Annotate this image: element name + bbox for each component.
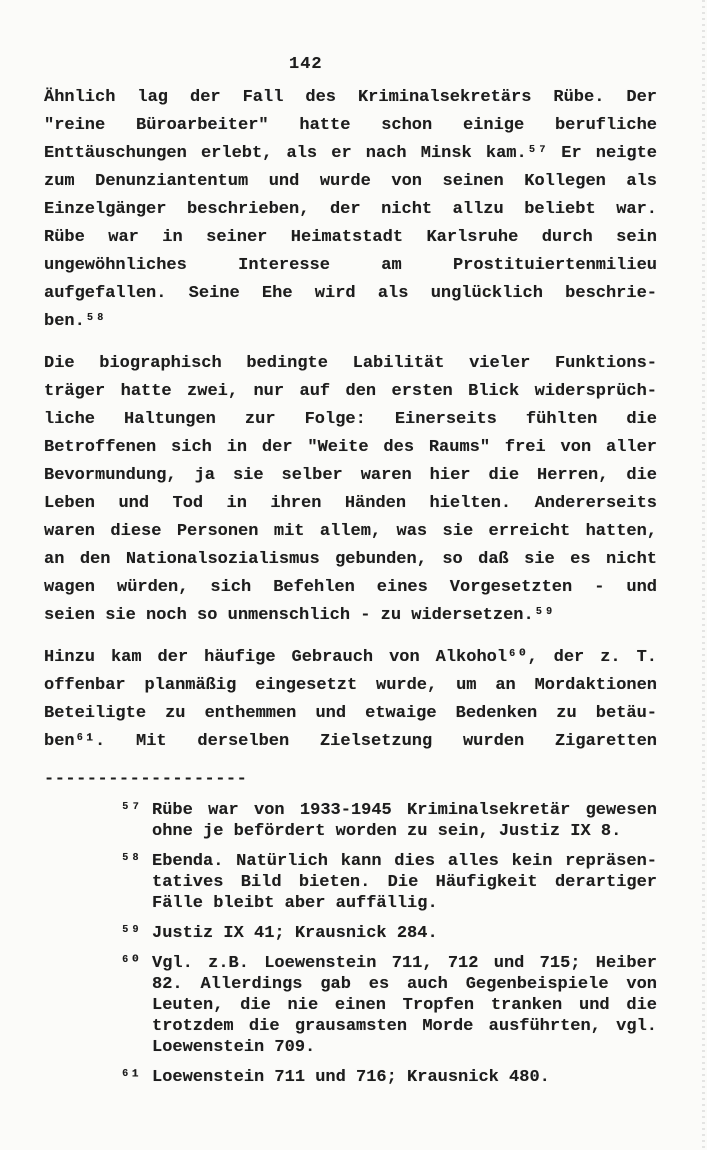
text-line: ben.⁵⁸ (44, 312, 106, 331)
text-line: offenbar planmäßig eingesetzt wurde, um an Mordaktionen (44, 676, 657, 695)
footnote-text (152, 800, 657, 842)
footnote (44, 953, 657, 1058)
scan-edge-artifact (702, 0, 705, 1150)
text-line: Loewenstein 711 und 716; Krausnick 480. (152, 1068, 550, 1087)
text-line: Vgl. z.B. Loewenstein 711, 712 und 715; Heiber (152, 954, 657, 973)
paragraph (44, 644, 657, 756)
text-line: Bevormundung, ja sie selber waren hier die Herren, die (44, 466, 657, 485)
footnote-marker: ⁵⁷ (120, 801, 141, 820)
text-line: Enttäuschungen erlebt, als er nach Minsk kam.⁵⁷ Er neigte (44, 144, 657, 163)
footnote (44, 800, 657, 842)
footnote (44, 851, 657, 914)
text-line: Loewenstein 709. (152, 1038, 316, 1057)
text-column (44, 84, 657, 1097)
text-line: Betroffenen sich in der "Weite des Raums" frei von aller (44, 438, 657, 457)
text-line: ben⁶¹. Mit derselben Zielsetzung wurden Zigaretten (44, 732, 657, 751)
text-line: Fälle bleibt aber auffällig. (152, 894, 438, 913)
text-line: seien sie noch so unmenschlich - zu widersetzen.⁵⁹ (44, 606, 555, 625)
body-text (44, 84, 657, 756)
footnote (44, 1067, 657, 1088)
text-line: zum Denunziantentum und wurde von seinen Kollegen als (44, 172, 657, 191)
text-line: aufgefallen. Seine Ehe wird als unglücklich beschrie- (44, 284, 657, 303)
text-line: Die biographisch bedingte Labilität vieler Funktions- (44, 354, 657, 373)
text-line: Leuten, die nie einen Tropfen tranken und die (152, 996, 657, 1015)
text-line: liche Haltungen zur Folge: Einerseits fühlten die (44, 410, 657, 429)
text-line: tatives Bild bieten. Die Häufigkeit derartiger (152, 873, 657, 892)
text-line: Justiz IX 41; Krausnick 284. (152, 924, 438, 943)
text-line: Rübe war von 1933-1945 Kriminalsekretär gewesen (152, 801, 657, 820)
paragraph (44, 84, 657, 336)
footnote-marker: ⁶⁰ (120, 954, 141, 973)
footnote-separator: ------------------- (44, 770, 248, 789)
paragraph (44, 350, 657, 630)
page-number: 142 (289, 55, 323, 74)
footnote-marker: ⁵⁸ (120, 852, 141, 871)
text-line: "reine Büroarbeiter" hatte schon einige berufliche (44, 116, 657, 135)
text-line: ohne je befördert worden zu sein, Justiz IX 8. (152, 822, 622, 841)
text-line: trotzdem die grausamsten Morde ausführten, vgl. (152, 1017, 657, 1036)
footnote-marker: ⁵⁹ (120, 924, 141, 943)
footnotes (44, 800, 657, 1088)
text-line: Ebenda. Natürlich kann dies alles kein repräsen- (152, 852, 657, 871)
footnote-text (152, 851, 657, 914)
footnote (44, 923, 657, 944)
text-line: Einzelgänger beschrieben, der nicht allzu beliebt war. (44, 200, 657, 219)
footnote-text (152, 1067, 657, 1088)
text-line: Rübe war in seiner Heimatstadt Karlsruhe durch sein (44, 228, 657, 247)
text-line: wagen würden, sich Befehlen eines Vorgesetzten - und (44, 578, 657, 597)
footnote-text (152, 953, 657, 1058)
footnote-marker: ⁶¹ (120, 1068, 141, 1087)
text-line: träger hatte zwei, nur auf den ersten Blick widersprüch- (44, 382, 657, 401)
text-line: 82. Allerdings gab es auch Gegenbeispiele von (152, 975, 657, 994)
text-line: waren diese Personen mit allem, was sie erreicht hatten, (44, 522, 657, 541)
text-line: Hinzu kam der häufige Gebrauch von Alkohol⁶⁰, der z. T. (44, 648, 657, 667)
text-line: ungewöhnliches Interesse am Prostituiertenmilieu (44, 256, 657, 275)
text-line: an den Nationalsozialismus gebunden, so daß sie es nicht (44, 550, 657, 569)
text-line: Ähnlich lag der Fall des Kriminalsekretärs Rübe. Der (44, 88, 657, 107)
footnote-text (152, 923, 657, 944)
text-line: Beteiligte zu enthemmen und etwaige Bedenken zu betäu- (44, 704, 657, 723)
text-line: Leben und Tod in ihren Händen hielten. Andererseits (44, 494, 657, 513)
